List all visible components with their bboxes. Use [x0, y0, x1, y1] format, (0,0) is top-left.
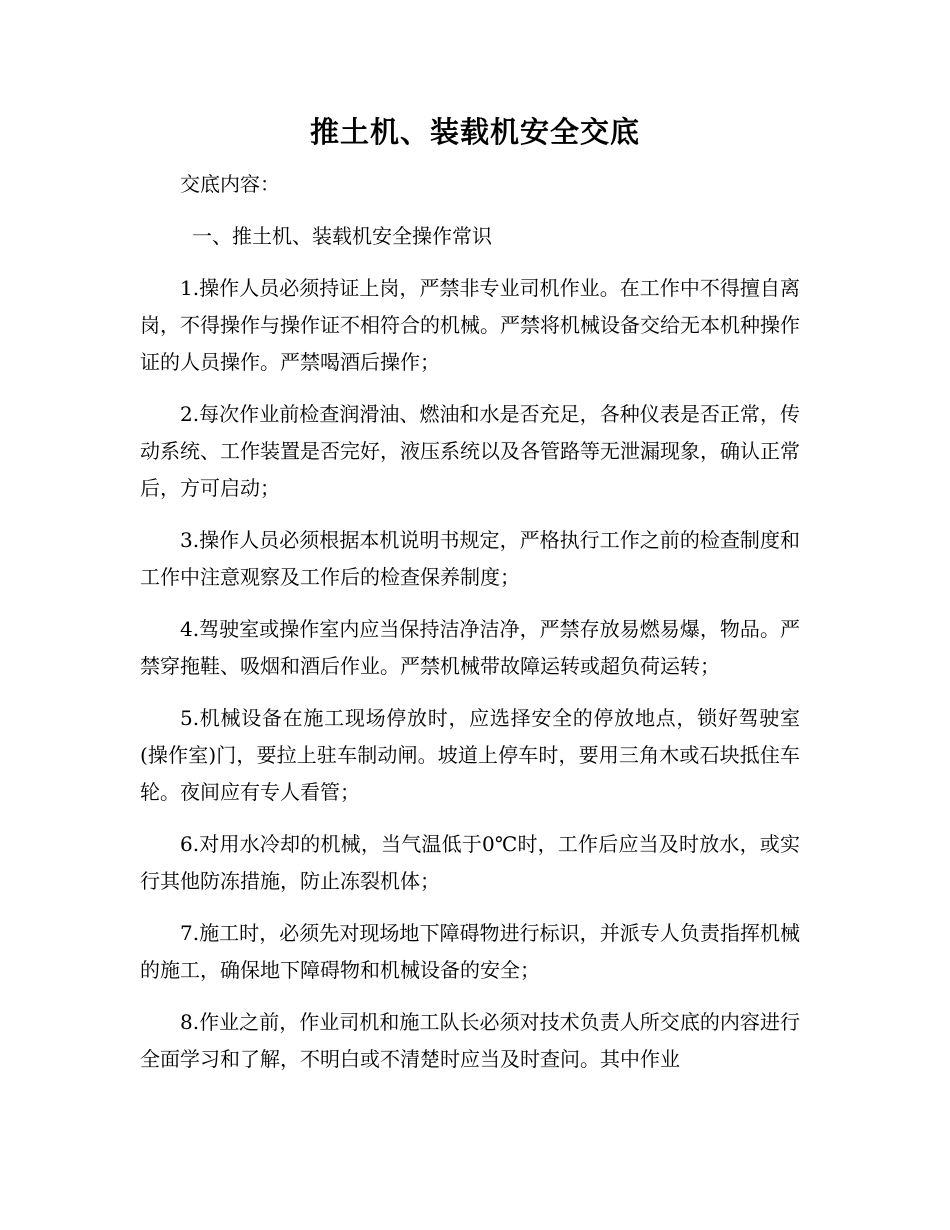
document-body	[140, 166, 800, 1093]
list-item: 6.对用水冷却的机械，当气温低于0℃时，工作后应当及时放水，或实行其他防冻措施，防止冻裂机体；	[140, 832, 800, 893]
section-heading: 一、推土机、装载机安全操作常识	[192, 224, 492, 248]
list-item: 7.施工时，必须先对现场地下障碍物进行标识，并派专人负责指挥机械的施工，确保地下障碍物和机械设备的安全；	[140, 921, 800, 982]
list-item: 1.操作人员必须持证上岗，严禁非专业司机作业。在工作中不得擅自离岗，不得操作与操作证不相符合的机械。严禁将机械设备交给无本机种操作证的人员操作。严禁喝酒后操作；	[140, 276, 800, 374]
list-item: 5.机械设备在施工现场停放时，应选择安全的停放地点，锁好驾驶室(操作室)门，要拉上驻车制动闸。坡道上停车时，要用三角木或石块抵住车轮。夜间应有专人看管；	[140, 706, 800, 804]
document-title: 推土机、装载机安全交底	[309, 115, 640, 149]
list-item: 3.操作人员必须根据本机说明书规定，严格执行工作之前的检查制度和工作中注意观察及工作后的检查保养制度；	[140, 528, 800, 589]
list-item: 8.作业之前，作业司机和施工队长必须对技术负责人所交底的内容进行全面学习和了解，不明白或不清楚时应当及时查问。其中作业	[140, 1010, 800, 1071]
list-item: 2.每次作业前检查润滑油、燃油和水是否充足，各种仪表是否正常，传动系统、工作装置是否完好，液压系统以及各管路等无泄漏现象，确认正常后，方可启动；	[140, 402, 800, 500]
list-item: 4.驾驶室或操作室内应当保持洁净洁净，严禁存放易燃易爆，物品。严禁穿拖鞋、吸烟和酒后作业。严禁机械带故障运转或超负荷运转；	[140, 617, 800, 678]
intro-label: 交底内容：	[180, 172, 280, 196]
